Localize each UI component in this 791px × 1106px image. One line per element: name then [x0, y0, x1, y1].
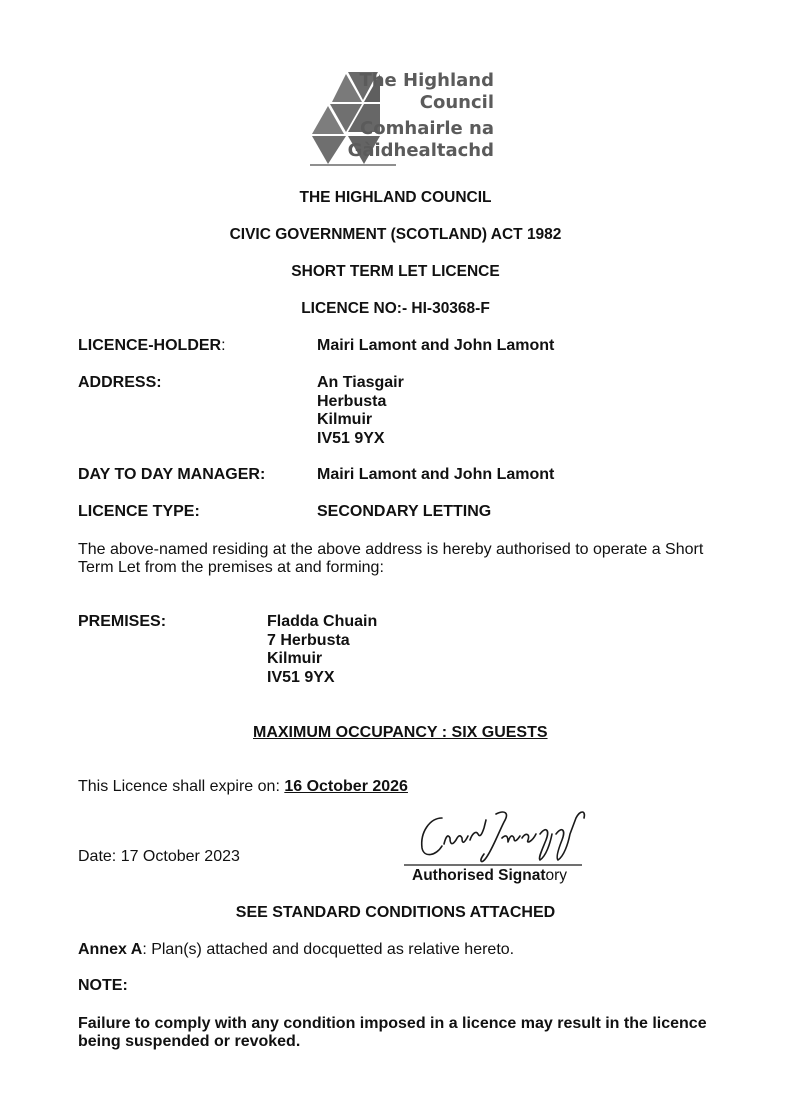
issue-date: Date: 17 October 2023 [78, 848, 240, 865]
signature-image [400, 800, 610, 870]
act-heading: CIVIC GOVERNMENT (SCOTLAND) ACT 1982 [229, 226, 562, 243]
conditions-heading: SEE STANDARD CONDITIONS ATTACHED [235, 904, 556, 921]
expiry-date: 16 October 2026 [284, 778, 408, 795]
premises-line: 7 Herbusta [267, 631, 350, 649]
premises-line: Kilmuir [267, 650, 323, 667]
premises-block [267, 613, 377, 687]
licence-title: SHORT TERM LET LICENCE [291, 263, 500, 280]
signature-caption: Authorised Signatory [412, 867, 568, 884]
licence-holder-label: LICENCE-HOLDER: [78, 337, 226, 354]
licence-number: LICENCE NO:- HI-30368-F [301, 300, 490, 317]
expiry-line [78, 778, 408, 796]
premises-line: IV51 9YX [267, 668, 335, 686]
authorisation-line-1: The above-named residing at the above address is hereby authorised to operate a Short [78, 541, 704, 558]
note-label: NOTE: [78, 977, 128, 994]
licence-type-value: SECONDARY LETTING [317, 503, 492, 520]
licence-type-label: LICENCE TYPE: [78, 503, 200, 520]
address-label: ADDRESS: [78, 374, 162, 391]
premises-label: PREMISES: [78, 613, 167, 630]
council-logo [306, 70, 502, 166]
logo-line-2: Council [419, 92, 494, 113]
annex-label: Annex A [78, 941, 143, 958]
council-heading: THE HIGHLAND COUNCIL [299, 189, 492, 206]
address-line: IV51 9YX [317, 429, 385, 447]
authorisation-line-2: Term Let from the premises at and forming: [78, 559, 384, 576]
logo-line-3: Comhairle na [360, 118, 494, 139]
maximum-occupancy: MAXIMUM OCCUPANCY : SIX GUESTS [253, 724, 548, 741]
address-block [317, 374, 404, 448]
address-line: An Tiasgair [317, 374, 404, 391]
expiry-prefix: This Licence shall expire on: [78, 778, 285, 795]
premises-line: Fladda Chuain [267, 613, 378, 630]
manager-label: DAY TO DAY MANAGER: [78, 466, 266, 483]
warning-line-1: Failure to comply with any condition imposed in a licence may result in the licence [78, 1015, 707, 1032]
warning-line-2: being suspended or revoked. [78, 1033, 301, 1050]
address-line: Herbusta [317, 392, 387, 410]
licence-holder-value: Mairi Lamont and John Lamont [317, 337, 555, 354]
annex-text: : Plan(s) attached and docquetted as relative hereto. [142, 941, 515, 958]
logo-line-1: The Highland [359, 70, 494, 91]
address-line: Kilmuir [317, 411, 373, 428]
manager-value: Mairi Lamont and John Lamont [317, 466, 555, 483]
annex-line [78, 941, 514, 959]
logo-line-4: Gàidhealtachd [347, 140, 494, 161]
